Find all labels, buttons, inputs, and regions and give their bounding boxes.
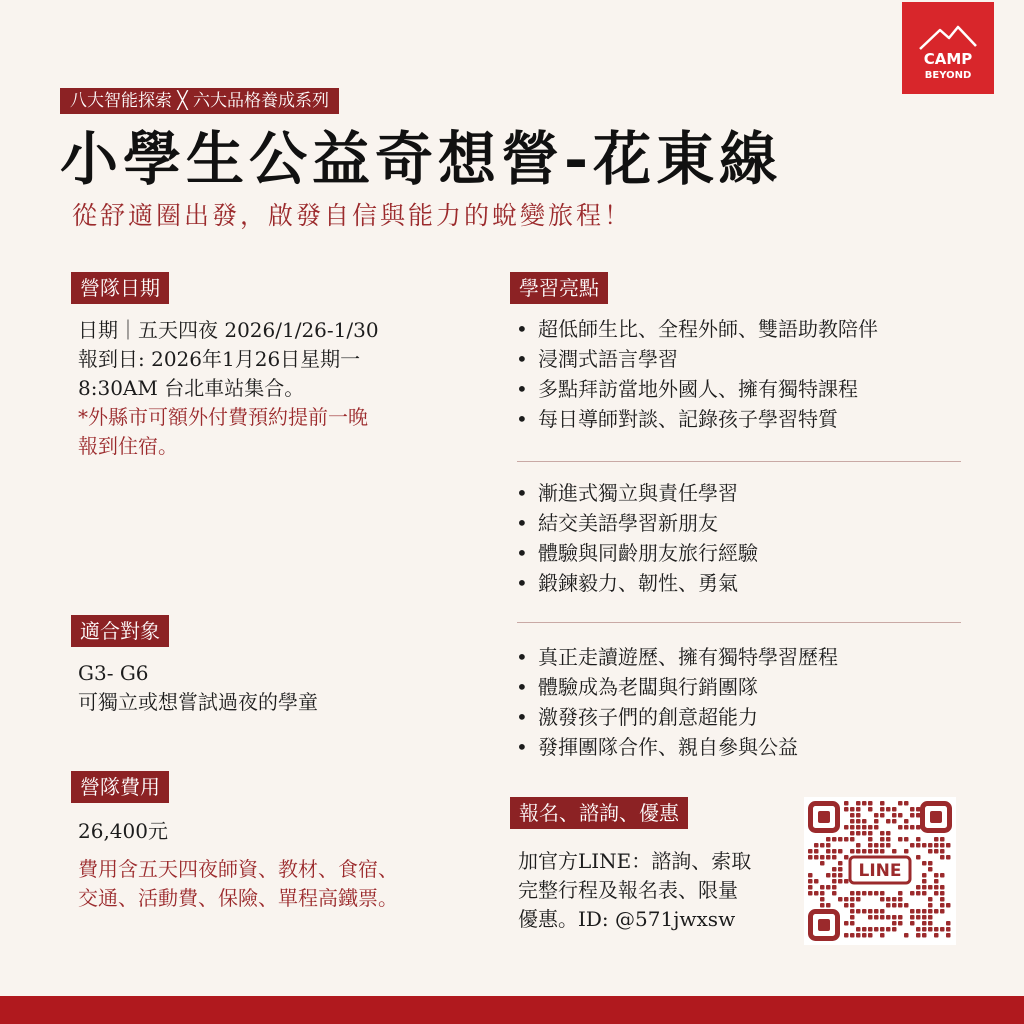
qr-module [916,885,921,890]
qr-module [874,825,879,830]
qr-module [892,915,897,920]
logo-text-beyond: BEYOND [924,70,972,81]
qr-module [868,837,873,842]
qr-module [940,885,945,890]
qr-module [874,927,879,932]
fee-note [78,855,398,913]
qr-module [904,837,909,842]
qr-module [850,933,855,938]
qr-module [946,921,951,926]
list-item: • 結交美語學習新朋友 [510,508,758,538]
qr-module [910,843,915,848]
qr-module [832,855,837,860]
qr-module [880,831,885,836]
qr-module [886,897,891,902]
fee-note-line: 費用含五天四夜師資、教材、食宿、 [78,857,398,881]
qr-module [850,909,855,914]
list-item: • 浸潤式語言學習 [510,344,878,374]
qr-module [814,879,819,884]
list-item: • 超低師生比、全程外師、雙語助教陪伴 [510,314,878,344]
list-item: • 發揮團隊合作、親自參與公益 [510,732,838,762]
qr-module [910,921,915,926]
qr-module [808,855,813,860]
contact-line: 加官方LINE：諮詢、索取 [518,849,752,873]
qr-module [856,933,861,938]
qr-module [832,837,837,842]
qr-module [916,813,921,818]
qr-module [904,825,909,830]
qr-module [838,897,843,902]
highlights-list-3 [510,642,838,762]
logo-text-camp: CAMP [923,50,973,68]
list-item: • 體驗成為老闆與行銷團隊 [510,672,838,702]
qr-module [850,813,855,818]
qr-module [838,849,843,854]
list-item: • 體驗與同齡朋友旅行經驗 [510,538,758,568]
qr-module [922,843,927,848]
qr-module [832,873,837,878]
qr-module [928,843,933,848]
qr-module [874,819,879,824]
qr-module [820,897,825,902]
qr-module [916,807,921,812]
qr-module [880,813,885,818]
qr-module [928,921,933,926]
qr-module [850,915,855,920]
qr-module [898,801,903,806]
qr-module [910,807,915,812]
qr-module [868,909,873,914]
qr-module [850,831,855,836]
qr-module [826,873,831,878]
qr-module [934,873,939,878]
qr-module [898,837,903,842]
qr-module [916,891,921,896]
qr-module [886,903,891,908]
qr-module [898,903,903,908]
qr-module [838,861,843,866]
qr-module [892,897,897,902]
qr-module [940,849,945,854]
qr-module [868,933,873,938]
qr-module [844,933,849,938]
qr-module [862,819,867,824]
qr-module [844,807,849,812]
qr-module [874,849,879,854]
qr-module [856,909,861,914]
qr-module [934,837,939,842]
qr-module [814,843,819,848]
dates-note: 報到住宿。 [78,434,178,458]
qr-module [850,891,855,896]
highlights-label: 學習亮點 [510,272,608,304]
qr-module [856,807,861,812]
qr-module [832,867,837,872]
qr-module [850,897,855,902]
dates-line: 日期｜五天四夜 2026/1/26-1/30 [78,318,379,342]
qr-module [898,813,903,818]
qr-module [844,879,849,884]
qr-module [922,873,927,878]
qr-module [892,819,897,824]
qr-module [820,855,825,860]
qr-module [904,933,909,938]
qr-module [922,885,927,890]
qr-module [946,927,951,932]
qr-module [832,849,837,854]
qr-module [922,921,927,926]
qr-module [934,879,939,884]
qr-module [892,903,897,908]
fee-note-line: 交通、活動費、保險、單程高鐵票。 [78,886,398,910]
qr-module [850,837,855,842]
list-item: • 鍛鍊毅力、韌性、勇氣 [510,568,758,598]
qr-code-icon [804,797,956,945]
qr-module [868,915,873,920]
qr-module [904,819,909,824]
qr-module [868,891,873,896]
qr-line-text: LINE [858,861,902,881]
qr-module [832,885,837,890]
page-title: 小學生公益奇想營-花東線 [60,125,783,193]
qr-module [880,807,885,812]
dates-note: *外縣市可額外付費預約提前一晚 [78,405,368,429]
qr-module [844,837,849,842]
qr-module [934,933,939,938]
qr-module [880,849,885,854]
qr-module [862,933,867,938]
list-item: • 激發孩子們的創意超能力 [510,702,838,732]
qr-module [940,843,945,848]
qr-module [880,933,885,938]
qr-module [934,909,939,914]
qr-module [826,855,831,860]
qr-module [820,891,825,896]
qr-module [862,801,867,806]
qr-module [874,891,879,896]
qr-module [922,927,927,932]
qr-module [880,837,885,842]
qr-module [844,921,849,926]
qr-module [874,915,879,920]
qr-module [922,933,927,938]
qr-module [934,927,939,932]
qr-module [916,855,921,860]
qr-module [928,849,933,854]
qr-module [880,927,885,932]
qr-module [856,843,861,848]
qr-module [874,909,879,914]
fee-label: 營隊費用 [71,771,169,803]
qr-module [874,813,879,818]
qr-module [934,843,939,848]
dates-label: 營隊日期 [71,272,169,304]
qr-module [892,807,897,812]
qr-module [928,867,933,872]
qr-module [826,885,831,890]
qr-module [922,909,927,914]
qr-module [886,927,891,932]
qr-module [886,819,891,824]
qr-module [940,855,945,860]
series-tag: 八大智能探索 ╳ 六大品格養成系列 [60,88,339,114]
qr-module [844,855,849,860]
qr-module [898,921,903,926]
qr-module [820,885,825,890]
mountain-icon [918,24,978,50]
qr-module [868,831,873,836]
highlights-list-2 [510,478,758,598]
qr-module [850,825,855,830]
qr-module [838,879,843,884]
qr-module [904,903,909,908]
qr-module [946,903,951,908]
qr-module [838,837,843,842]
qr-module [898,915,903,920]
qr-module [928,897,933,902]
qr-module [856,813,861,818]
contact-line: 完整行程及報名表、限量 [518,878,738,902]
qr-module [808,873,813,878]
qr-module [880,915,885,920]
qr-module [916,837,921,842]
qr-module [922,861,927,866]
qr-module [856,831,861,836]
qr-module [814,849,819,854]
qr-module [808,891,813,896]
qr-module [820,861,825,866]
qr-module [844,825,849,830]
qr-module [862,849,867,854]
qr-module [868,843,873,848]
qr-module [832,879,837,884]
qr-module [928,903,933,908]
qr-module [940,897,945,902]
qr-module [808,879,813,884]
qr-module [862,891,867,896]
qr-module [916,825,921,830]
qr-module [880,891,885,896]
qr-module [826,849,831,854]
qr-module [910,915,915,920]
qr-module [856,891,861,896]
audience-line: G3- G6 [78,661,149,685]
qr-module [856,897,861,902]
qr-module [844,801,849,806]
qr-module [910,825,915,830]
qr-module [856,819,861,824]
qr-module [916,915,921,920]
audience-section [78,659,318,717]
qr-module [928,861,933,866]
qr-module [940,903,945,908]
qr-module [904,849,909,854]
contact-line: 優惠。ID: @571jwxsw [518,907,736,931]
qr-module [904,801,909,806]
qr-module [892,813,897,818]
qr-module [868,801,873,806]
qr-module [826,837,831,842]
qr-module [922,879,927,884]
qr-module [826,903,831,908]
qr-module [820,843,825,848]
qr-module [940,891,945,896]
list-item: • 多點拜訪當地外國人、擁有獨特課程 [510,374,878,404]
qr-module [946,855,951,860]
qr-module [940,909,945,914]
qr-module [868,807,873,812]
contact-label: 報名、諮詢、優惠 [510,797,688,829]
qr-module [922,915,927,920]
dates-section [78,316,379,461]
qr-module [910,909,915,914]
qr-module [808,885,813,890]
qr-module [850,903,855,908]
qr-module [934,849,939,854]
qr-module [880,843,885,848]
footer-bar [0,996,1024,1024]
qr-module [940,873,945,878]
qr-module [808,849,813,854]
qr-module [856,825,861,830]
qr-module [916,909,921,914]
audience-label: 適合對象 [71,615,169,647]
camp-beyond-logo [902,2,994,94]
qr-module [868,849,873,854]
qr-module [892,849,897,854]
qr-module [874,843,879,848]
qr-module [928,909,933,914]
divider [517,622,961,623]
qr-module [868,825,873,830]
qr-module [928,915,933,920]
qr-module [844,897,849,902]
qr-module [856,849,861,854]
qr-module [832,891,837,896]
qr-module [844,903,849,908]
qr-module [862,825,867,830]
qr-module [862,927,867,932]
qr-module [934,885,939,890]
qr-module [856,927,861,932]
qr-module [892,927,897,932]
qr-module [946,933,951,938]
qr-module [940,837,945,842]
list-item: • 每日導師對談、記錄孩子學習特質 [510,404,878,434]
qr-module [886,837,891,842]
qr-module [886,807,891,812]
qr-module [862,831,867,836]
qr-module [898,891,903,896]
line-qr-code[interactable] [804,797,956,945]
qr-module [916,933,921,938]
contact-text [518,847,751,934]
page-subtitle: 從舒適圈出發，啟發自信與能力的蛻變旅程！ [72,201,633,230]
qr-module [922,891,927,896]
qr-module [838,873,843,878]
qr-module [838,867,843,872]
qr-module [928,885,933,890]
list-item: • 漸進式獨立與責任學習 [510,478,758,508]
qr-module [850,807,855,812]
qr-module [916,843,921,848]
qr-module [928,927,933,932]
qr-module [856,801,861,806]
qr-module [886,843,891,848]
divider [517,461,961,462]
qr-module [886,915,891,920]
qr-module [940,927,945,932]
qr-module [862,909,867,914]
qr-module [910,813,915,818]
qr-module [910,891,915,896]
qr-module [880,897,885,902]
audience-line: 可獨立或想嘗試過夜的學童 [78,690,318,714]
qr-module [850,921,855,926]
qr-module [850,819,855,824]
qr-module [820,903,825,908]
qr-module [868,927,873,932]
qr-module [814,891,819,896]
highlights-list-1 [510,314,878,434]
qr-module [892,921,897,926]
list-item: • 真正走讀遊歷、擁有獨特學習歷程 [510,642,838,672]
qr-module [934,891,939,896]
qr-module [850,849,855,854]
fee-price: 26,400元 [78,819,168,843]
qr-module [880,801,885,806]
qr-module [898,825,903,830]
qr-module [916,927,921,932]
dates-line: 8:30AM 台北車站集合。 [78,376,305,400]
qr-module [886,831,891,836]
dates-line: 報到日: 2026年1月26日星期一 [78,347,361,371]
qr-module [898,897,903,902]
qr-module [946,843,951,848]
qr-module [880,909,885,914]
qr-module [814,855,819,860]
qr-module [826,843,831,848]
